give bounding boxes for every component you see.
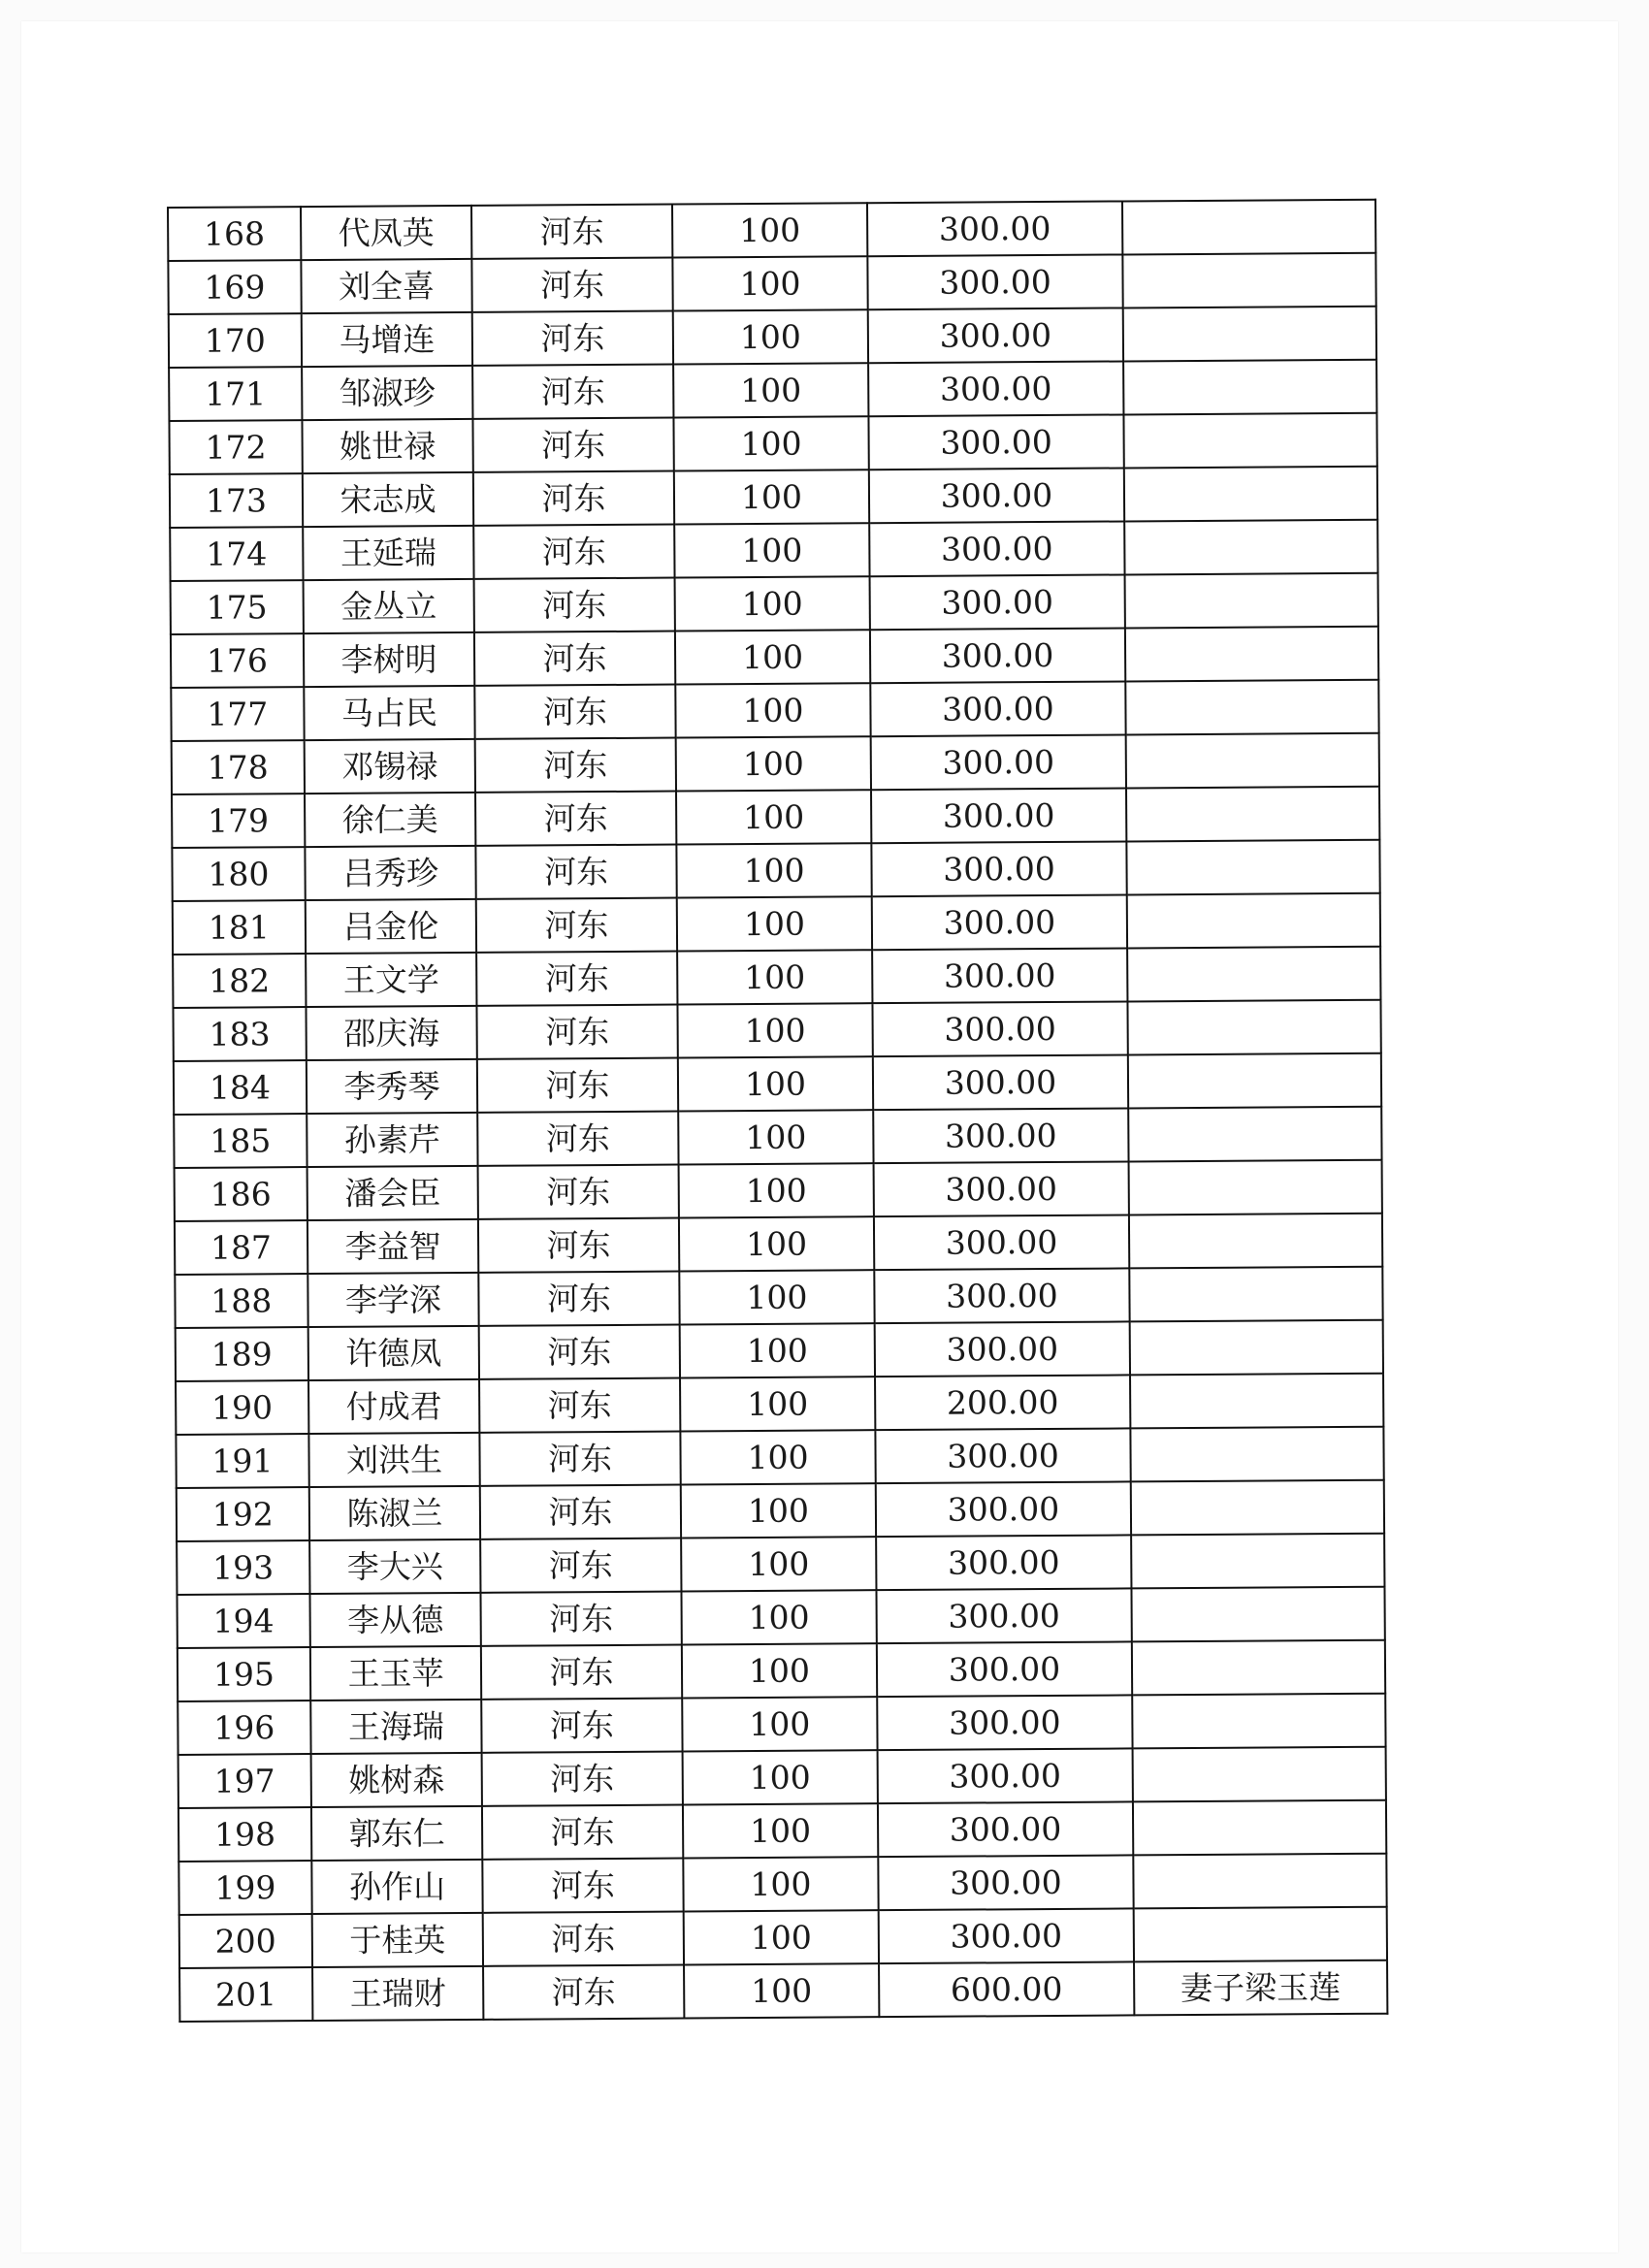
village-cell: 河东 — [478, 1165, 679, 1219]
area-cell: 100 — [678, 1163, 874, 1217]
village-cell: 河东 — [476, 845, 677, 899]
amount-cell: 300.00 — [871, 734, 1126, 790]
area-cell: 100 — [679, 1270, 875, 1324]
person-name-cell: 吕秀珍 — [305, 846, 476, 900]
village-cell: 河东 — [476, 898, 677, 953]
area-cell: 100 — [678, 1110, 874, 1164]
area-cell: 100 — [684, 1963, 880, 2018]
table-row — [172, 787, 1379, 848]
note-cell: 妻子梁玉莲 — [1134, 1960, 1388, 2016]
village-cell: 河东 — [479, 1272, 680, 1326]
row-number-cell: 187 — [175, 1220, 307, 1275]
village-cell: 河东 — [477, 1112, 678, 1166]
row-number-cell: 183 — [173, 1007, 306, 1061]
amount-cell: 300.00 — [868, 254, 1123, 309]
table-row — [175, 1214, 1382, 1275]
row-number-cell: 193 — [177, 1540, 309, 1595]
row-number-cell: 201 — [179, 1967, 312, 2022]
amount-cell: 300.00 — [874, 1215, 1129, 1270]
table-row — [175, 1267, 1382, 1328]
village-cell: 河东 — [478, 1218, 679, 1273]
village-cell: 河东 — [479, 1325, 680, 1379]
area-cell: 100 — [674, 523, 870, 577]
village-cell: 河东 — [475, 792, 676, 846]
area-cell: 100 — [679, 1323, 875, 1377]
table-row — [169, 360, 1376, 421]
table-row — [177, 1480, 1384, 1541]
row-number-cell: 168 — [168, 207, 301, 261]
table-row — [178, 1800, 1386, 1862]
roster-table-body — [168, 200, 1387, 2022]
table-row — [172, 840, 1379, 901]
area-cell: 100 — [672, 256, 868, 310]
person-name-cell: 吕金伦 — [305, 899, 476, 954]
amount-cell: 300.00 — [867, 201, 1122, 256]
note-cell — [1122, 307, 1376, 362]
village-cell: 河东 — [482, 1752, 683, 1806]
amount-cell: 300.00 — [871, 788, 1126, 843]
village-cell: 河东 — [481, 1645, 682, 1700]
table-row — [174, 1107, 1381, 1168]
person-name-cell: 许德凤 — [307, 1326, 479, 1380]
person-name-cell: 孙作山 — [311, 1860, 483, 1914]
area-cell: 100 — [673, 363, 869, 417]
row-number-cell: 170 — [169, 313, 302, 368]
table-row — [172, 733, 1379, 794]
area-cell: 100 — [675, 630, 871, 684]
table-row — [171, 680, 1378, 741]
table-row — [178, 1694, 1385, 1755]
row-number-cell: 182 — [173, 954, 306, 1008]
amount-cell: 300.00 — [875, 1268, 1130, 1323]
amount-cell: 200.00 — [875, 1375, 1130, 1430]
area-cell: 100 — [683, 1857, 879, 1911]
row-number-cell: 181 — [173, 900, 306, 955]
person-name-cell: 付成君 — [308, 1379, 480, 1434]
note-cell — [1122, 253, 1376, 308]
village-cell: 河东 — [473, 525, 674, 579]
row-number-cell: 180 — [172, 847, 305, 901]
row-number-cell: 179 — [172, 794, 305, 848]
person-name-cell: 郭东仁 — [311, 1806, 483, 1861]
note-cell — [1125, 733, 1379, 789]
village-cell: 河东 — [481, 1699, 682, 1753]
amount-cell: 300.00 — [868, 308, 1123, 363]
row-number-cell: 174 — [170, 527, 303, 581]
village-cell: 河东 — [472, 258, 673, 312]
amount-cell: 300.00 — [876, 1481, 1131, 1537]
person-name-cell: 邹淑珍 — [302, 366, 473, 420]
table-row — [173, 1000, 1380, 1061]
note-cell — [1125, 627, 1379, 682]
table-row — [176, 1374, 1383, 1435]
amount-cell: 300.00 — [874, 1161, 1129, 1216]
amount-cell: 300.00 — [879, 1855, 1134, 1910]
note-cell — [1124, 467, 1378, 522]
area-cell: 100 — [676, 843, 872, 897]
person-name-cell: 刘洪生 — [308, 1433, 480, 1487]
person-name-cell: 李益智 — [307, 1219, 479, 1274]
table-row — [178, 1640, 1385, 1701]
area-cell: 100 — [680, 1377, 876, 1431]
note-cell — [1133, 1854, 1387, 1909]
area-cell: 100 — [675, 736, 871, 791]
person-name-cell: 李大兴 — [309, 1539, 481, 1594]
area-cell: 100 — [683, 1803, 879, 1858]
note-cell — [1132, 1747, 1386, 1802]
amount-cell: 300.00 — [878, 1748, 1133, 1803]
person-name-cell: 马占民 — [304, 686, 475, 740]
note-cell — [1126, 893, 1380, 949]
area-cell: 100 — [674, 470, 870, 524]
table-row — [171, 573, 1378, 634]
area-cell: 100 — [679, 1216, 875, 1271]
note-cell — [1131, 1587, 1385, 1642]
village-cell: 河东 — [480, 1539, 681, 1593]
amount-cell: 300.00 — [877, 1695, 1132, 1750]
person-name-cell: 王玉苹 — [310, 1646, 482, 1701]
table-row — [170, 520, 1377, 581]
village-cell: 河东 — [476, 952, 677, 1006]
person-name-cell: 李秀琴 — [307, 1059, 478, 1114]
note-cell — [1126, 840, 1380, 895]
row-number-cell: 196 — [178, 1701, 310, 1755]
table-row — [178, 1747, 1386, 1808]
person-name-cell: 姚树森 — [310, 1753, 482, 1807]
row-number-cell: 190 — [176, 1380, 308, 1435]
row-number-cell: 173 — [170, 473, 303, 528]
area-cell: 100 — [675, 683, 871, 737]
note-cell — [1129, 1267, 1383, 1322]
row-number-cell: 198 — [178, 1807, 311, 1862]
village-cell: 河东 — [483, 1912, 684, 1966]
area-cell: 100 — [673, 416, 869, 470]
amount-cell: 300.00 — [873, 1108, 1128, 1163]
amount-cell: 300.00 — [870, 628, 1125, 683]
village-cell: 河东 — [479, 1378, 680, 1433]
amount-cell: 300.00 — [873, 1054, 1128, 1110]
amount-cell: 300.00 — [873, 1001, 1128, 1056]
amount-cell: 300.00 — [870, 681, 1125, 736]
person-name-cell: 邓锡禄 — [304, 739, 475, 794]
person-name-cell: 王延瑞 — [303, 526, 474, 580]
note-cell — [1122, 200, 1376, 255]
area-cell: 100 — [683, 1910, 879, 1964]
area-cell: 100 — [682, 1697, 878, 1751]
note-cell — [1125, 680, 1379, 735]
person-name-cell: 代凤英 — [301, 206, 472, 260]
table-row — [173, 947, 1380, 1008]
table-row — [173, 893, 1380, 955]
village-cell: 河东 — [472, 311, 673, 366]
roster-table — [167, 199, 1388, 2023]
village-cell: 河东 — [482, 1805, 683, 1860]
person-name-cell: 宋志成 — [303, 472, 474, 527]
amount-cell: 300.00 — [875, 1321, 1130, 1377]
table-row — [169, 307, 1376, 368]
person-name-cell: 李从德 — [309, 1593, 481, 1647]
person-name-cell: 姚世禄 — [302, 419, 473, 473]
note-cell — [1126, 787, 1380, 842]
amount-cell: 300.00 — [872, 841, 1127, 896]
person-name-cell: 邵庆海 — [306, 1006, 477, 1060]
note-cell — [1124, 520, 1378, 575]
row-number-cell: 192 — [177, 1487, 309, 1541]
person-name-cell: 金丛立 — [303, 579, 474, 633]
row-number-cell: 171 — [169, 367, 302, 421]
amount-cell: 300.00 — [876, 1428, 1131, 1483]
row-number-cell: 199 — [178, 1861, 311, 1915]
amount-cell: 300.00 — [876, 1535, 1131, 1590]
person-name-cell: 潘会臣 — [307, 1166, 478, 1220]
row-number-cell: 185 — [174, 1114, 307, 1168]
amount-cell: 300.00 — [869, 468, 1124, 523]
row-number-cell: 184 — [174, 1060, 307, 1115]
area-cell: 100 — [677, 950, 873, 1004]
row-number-cell: 176 — [171, 633, 304, 688]
table-row — [169, 413, 1376, 474]
village-cell: 河东 — [477, 1005, 678, 1059]
table-row — [179, 1960, 1387, 2022]
note-cell — [1132, 1694, 1386, 1749]
village-cell: 河东 — [474, 578, 675, 632]
amount-cell: 300.00 — [877, 1641, 1132, 1697]
village-cell: 河东 — [483, 1859, 684, 1913]
amount-cell: 300.00 — [877, 1588, 1132, 1643]
area-cell: 100 — [674, 576, 870, 631]
table-row — [168, 253, 1375, 314]
row-number-cell: 177 — [171, 687, 304, 741]
area-cell: 100 — [680, 1430, 876, 1484]
area-cell: 100 — [672, 203, 868, 257]
row-number-cell: 191 — [176, 1434, 308, 1488]
table-row — [179, 1907, 1387, 1968]
person-name-cell: 孙素芹 — [307, 1113, 478, 1167]
row-number-cell: 189 — [176, 1327, 308, 1381]
village-cell: 河东 — [471, 205, 672, 259]
village-cell: 河东 — [477, 1058, 678, 1113]
row-number-cell: 197 — [178, 1754, 311, 1808]
note-cell — [1129, 1320, 1383, 1376]
note-cell — [1123, 413, 1377, 469]
note-cell — [1128, 1160, 1382, 1215]
table-row — [178, 1854, 1386, 1915]
person-name-cell: 于桂英 — [311, 1913, 483, 1967]
person-name-cell: 陈淑兰 — [309, 1486, 481, 1540]
note-cell — [1130, 1374, 1384, 1429]
table-row — [177, 1534, 1384, 1595]
amount-cell: 300.00 — [878, 1801, 1133, 1857]
person-name-cell: 李树明 — [304, 632, 475, 687]
note-cell — [1133, 1907, 1387, 1962]
row-number-cell: 188 — [175, 1274, 307, 1328]
area-cell: 100 — [682, 1643, 878, 1698]
row-number-cell: 195 — [178, 1647, 310, 1701]
area-cell: 100 — [678, 1056, 874, 1111]
person-name-cell: 徐仁美 — [305, 793, 476, 847]
table-row — [168, 200, 1375, 261]
amount-cell: 300.00 — [869, 414, 1124, 470]
village-cell: 河东 — [480, 1432, 681, 1486]
table-row — [177, 1587, 1384, 1648]
person-name-cell: 刘全喜 — [301, 259, 472, 313]
person-name-cell: 李学深 — [307, 1273, 479, 1327]
village-cell: 河东 — [483, 1965, 684, 2020]
village-cell: 河东 — [481, 1592, 682, 1646]
row-number-cell: 194 — [177, 1594, 309, 1648]
amount-cell: 300.00 — [872, 948, 1127, 1003]
row-number-cell: 172 — [169, 420, 302, 474]
village-cell: 河东 — [474, 632, 675, 686]
village-cell: 河东 — [473, 471, 674, 526]
village-cell: 河东 — [480, 1485, 681, 1539]
area-cell: 100 — [682, 1750, 878, 1804]
note-cell — [1127, 947, 1381, 1002]
note-cell — [1131, 1534, 1385, 1589]
table-row — [175, 1160, 1382, 1221]
note-cell — [1132, 1640, 1386, 1696]
village-cell: 河东 — [473, 418, 674, 472]
area-cell: 100 — [680, 1483, 876, 1538]
village-cell: 河东 — [472, 365, 673, 419]
person-name-cell: 王海瑞 — [310, 1700, 482, 1754]
amount-cell: 300.00 — [872, 894, 1127, 950]
note-cell — [1128, 1053, 1382, 1109]
amount-cell: 600.00 — [879, 1961, 1134, 2017]
amount-cell: 300.00 — [868, 361, 1123, 416]
note-cell — [1129, 1214, 1383, 1269]
table-row — [176, 1427, 1383, 1488]
area-cell: 100 — [681, 1537, 877, 1591]
area-cell: 100 — [676, 790, 872, 844]
row-number-cell: 169 — [168, 260, 301, 314]
area-cell: 100 — [672, 309, 868, 364]
row-number-cell: 200 — [179, 1914, 312, 1968]
note-cell — [1124, 573, 1378, 629]
row-number-cell: 186 — [175, 1167, 307, 1221]
person-name-cell: 王文学 — [306, 953, 477, 1007]
note-cell — [1123, 360, 1377, 415]
note-cell — [1133, 1800, 1387, 1856]
row-number-cell: 178 — [172, 740, 305, 794]
table-row — [174, 1053, 1381, 1115]
note-cell — [1130, 1480, 1384, 1536]
amount-cell: 300.00 — [870, 574, 1125, 630]
area-cell: 100 — [676, 896, 872, 951]
person-name-cell: 马增连 — [301, 312, 472, 367]
table-row — [176, 1320, 1383, 1381]
village-cell: 河东 — [475, 738, 676, 793]
note-cell — [1130, 1427, 1384, 1482]
table-row — [170, 467, 1377, 528]
table-row — [171, 627, 1378, 688]
note-cell — [1127, 1000, 1381, 1055]
area-cell: 100 — [677, 1003, 873, 1057]
person-name-cell: 王瑞财 — [312, 1966, 484, 2021]
row-number-cell: 175 — [171, 580, 304, 634]
village-cell: 河东 — [475, 685, 676, 739]
amount-cell: 300.00 — [879, 1908, 1134, 1963]
amount-cell: 300.00 — [869, 521, 1124, 576]
note-cell — [1128, 1107, 1382, 1162]
area-cell: 100 — [681, 1590, 877, 1644]
